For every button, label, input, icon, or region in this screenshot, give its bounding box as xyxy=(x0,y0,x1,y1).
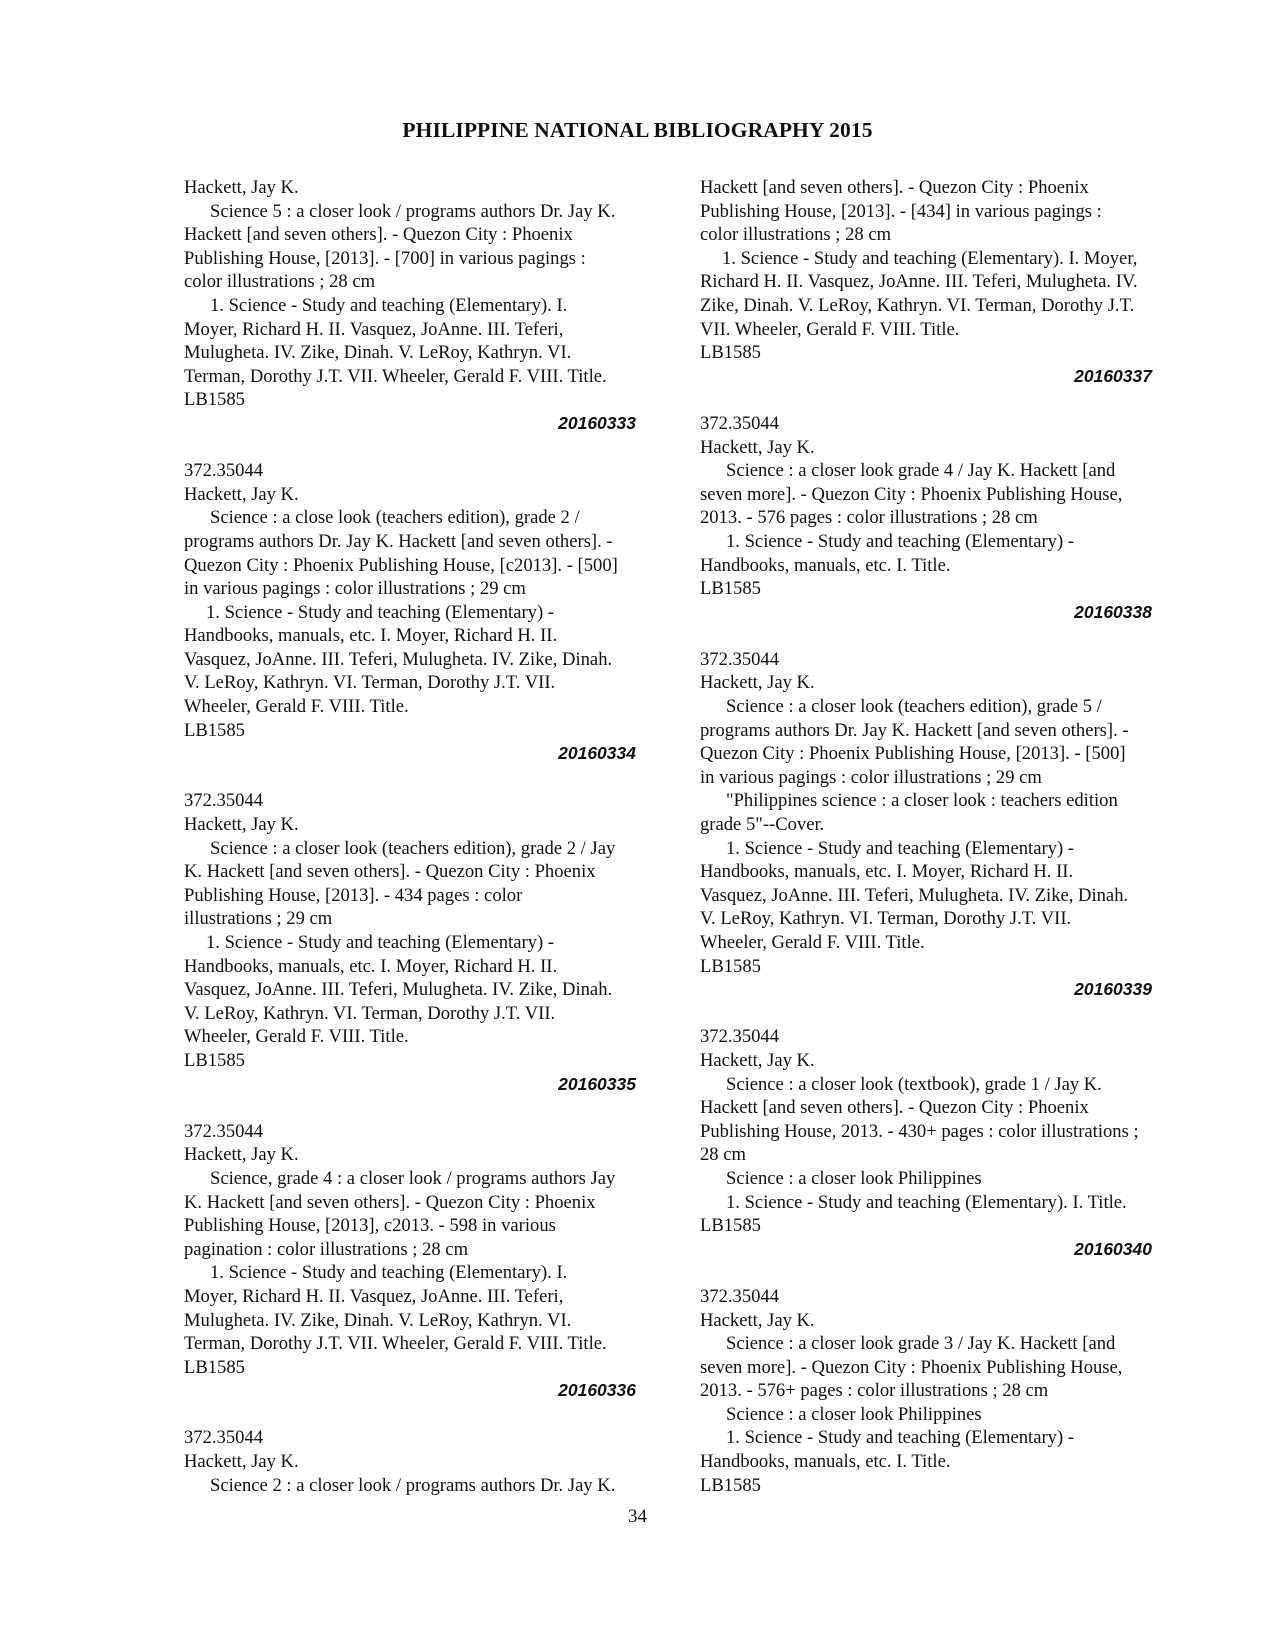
entry-line: Vasquez, JoAnne. III. Teferi, Mulugheta. IV. Zike, Dinah. xyxy=(700,884,1129,906)
record-number: 20160336 xyxy=(558,1380,636,1401)
entry-line: Moyer, Richard H. II. Vasquez, JoAnne. III. Teferi, xyxy=(184,318,564,340)
entry-line: LB1585 xyxy=(700,578,761,600)
entry-line: LB1585 xyxy=(184,1356,245,1378)
entry-line: K. Hackett [and seven others]. - Quezon City : Phoenix xyxy=(184,861,596,883)
entry-line: LB1585 xyxy=(184,1049,245,1071)
entry-line: Science : a closer look Philippines xyxy=(726,1403,982,1425)
entry-line: Hackett, Jay K. xyxy=(184,177,299,198)
entry-line: Mulugheta. IV. Zike, Dinah. V. LeRoy, Kathryn. VI. xyxy=(184,1309,572,1331)
entry-line: 1. Science - Study and teaching (Elementary) - xyxy=(726,1427,1074,1449)
entry-line: Science : a closer look (teachers edition), grade 5 / xyxy=(726,696,1102,718)
entry-line: color illustrations ; 28 cm xyxy=(184,271,376,293)
record-number: 20160340 xyxy=(1074,1238,1152,1259)
page-number: 34 xyxy=(628,1506,647,1527)
entry-line: 372.35044 xyxy=(184,1427,264,1449)
entry-line: Richard H. II. Vasquez, JoAnne. III. Teferi, Mulugheta. IV. xyxy=(700,271,1138,293)
record-number: 20160337 xyxy=(1074,365,1152,386)
record-number: 20160339 xyxy=(1074,979,1152,1000)
entry-line: Hackett, Jay K. xyxy=(184,483,299,505)
entry-line: 1. Science - Study and teaching (Elementary) - xyxy=(206,932,554,953)
bibliography-entry xyxy=(184,459,664,766)
bibliography-entry xyxy=(184,1426,664,1497)
entry-line: Handbooks, manuals, etc. I. Title. xyxy=(700,554,951,576)
entry-line: pagination : color illustrations ; 28 cm xyxy=(184,1238,469,1260)
entry-line: Science 2 : a closer look / programs authors Dr. Jay K. xyxy=(210,1474,616,1496)
entry-line: Science : a closer look Philippines xyxy=(726,1167,982,1189)
entry-line: Handbooks, manuals, etc. I. Moyer, Richard H. II. xyxy=(700,861,1074,883)
entry-line: Vasquez, JoAnne. III. Teferi, Mulugheta. IV. Zike, Dinah. xyxy=(184,979,613,1001)
entry-line: Wheeler, Gerald F. VIII. Title. xyxy=(184,696,409,718)
entry-line: 372.35044 xyxy=(700,1285,780,1307)
bibliography-entry xyxy=(700,1025,1200,1261)
entry-line: 2013. - 576+ pages : color illustrations ; 28 cm xyxy=(700,1380,1049,1402)
entry-line: 372.35044 xyxy=(184,460,264,482)
entry-line: V. LeRoy, Kathryn. VI. Terman, Dorothy J.T. VII. xyxy=(184,672,556,694)
page-title: PHILIPPINE NATIONAL BIBLIOGRAPHY 2015 xyxy=(402,118,873,142)
entry-line: Publishing House, [2013]. - [434] in various pagings : xyxy=(700,200,1102,222)
entry-line: seven more]. - Quezon City : Phoenix Publishing House, xyxy=(700,483,1123,505)
entry-line: 372.35044 xyxy=(184,1120,264,1142)
record-number: 20160335 xyxy=(558,1073,636,1094)
entry-line: Hackett, Jay K. xyxy=(184,814,299,836)
entry-line: programs authors Dr. Jay K. Hackett [and seven others]. - xyxy=(184,530,613,552)
entry-line: 1. Science - Study and teaching (Elementary). I. Title. xyxy=(726,1191,1127,1213)
bibliography-entry xyxy=(184,1120,664,1403)
entry-line: Hackett [and seven others]. - Quezon City : Phoenix xyxy=(700,177,1089,198)
entry-line: Science : a closer look grade 3 / Jay K. Hackett [and xyxy=(726,1333,1116,1355)
entry-line: Publishing House, [2013]. - [700] in various pagings : xyxy=(184,247,586,269)
entry-line: LB1585 xyxy=(700,1474,761,1496)
entry-line: illustrations ; 29 cm xyxy=(184,908,333,930)
entry-line: Science : a closer look grade 4 / Jay K. Hackett [and xyxy=(726,460,1116,482)
entry-line: 372.35044 xyxy=(700,648,780,670)
entry-line: Hackett, Jay K. xyxy=(184,1144,299,1166)
bibliography-entry xyxy=(184,176,664,436)
entry-line: 372.35044 xyxy=(700,1026,780,1048)
entry-line: Science : a closer look (teachers edition), grade 2 / Jay xyxy=(210,837,616,859)
entry-line: in various pagings : color illustrations ; 29 cm xyxy=(700,766,1042,788)
entry-line: 28 cm xyxy=(700,1144,746,1166)
entry-line: Science, grade 4 : a closer look / programs authors Jay xyxy=(210,1167,616,1189)
entry-line: 1. Science - Study and teaching (Elementary). I. xyxy=(210,1262,568,1284)
entry-line: Hackett, Jay K. xyxy=(700,1309,815,1331)
entry-line: Hackett, Jay K. xyxy=(700,436,815,458)
entry-line: Handbooks, manuals, etc. I. Moyer, Richard H. II. xyxy=(184,625,558,647)
entry-line: Publishing House, 2013. - 430+ pages : color illustrations ; xyxy=(700,1120,1139,1142)
entry-line: Hackett [and seven others]. - Quezon City : Phoenix xyxy=(184,224,573,246)
entry-line: in various pagings : color illustrations ; 29 cm xyxy=(184,578,526,600)
entry-line: "Philippines science : a closer look : teachers edition xyxy=(726,790,1118,812)
entry-line: Wheeler, Gerald F. VIII. Title. xyxy=(184,1026,409,1048)
right-column xyxy=(700,176,1200,1497)
entry-line: 2013. - 576 pages : color illustrations ; 28 cm xyxy=(700,507,1038,529)
entry-line: Science : a closer look (textbook), grade 1 / Jay K. xyxy=(726,1073,1102,1095)
entry-line: Quezon City : Phoenix Publishing House, [c2013]. - [500] xyxy=(184,554,618,576)
entry-line: 372.35044 xyxy=(184,790,264,812)
entry-line: 1. Science - Study and teaching (Elementary). I. Moyer, xyxy=(722,247,1138,269)
entry-line: LB1585 xyxy=(700,955,761,977)
bibliography-entry xyxy=(184,789,664,1096)
entry-line: programs authors Dr. Jay K. Hackett [and seven others]. - xyxy=(700,719,1129,741)
entry-line: Hackett, Jay K. xyxy=(700,1049,815,1071)
entry-line: 372.35044 xyxy=(700,412,780,434)
record-number: 20160333 xyxy=(558,412,636,433)
entry-line: Handbooks, manuals, etc. I. Moyer, Richard H. II. xyxy=(184,955,558,977)
entry-line: Publishing House, [2013], c2013. - 598 in various xyxy=(184,1215,556,1237)
entry-line: Hackett, Jay K. xyxy=(184,1451,299,1473)
entry-line: 1. Science - Study and teaching (Elementary) - xyxy=(726,837,1074,859)
entry-line: Vasquez, JoAnne. III. Teferi, Mulugheta. IV. Zike, Dinah. xyxy=(184,648,613,670)
entry-line: LB1585 xyxy=(184,719,245,741)
entry-line: LB1585 xyxy=(700,1215,761,1237)
entry-line: 1. Science - Study and teaching (Elementary) - xyxy=(726,530,1074,552)
entry-line: LB1585 xyxy=(700,342,761,364)
bibliography-entry xyxy=(700,176,1200,388)
bibliography-entry xyxy=(700,1285,1200,1497)
record-number: 20160334 xyxy=(558,743,636,764)
entry-line: Moyer, Richard H. II. Vasquez, JoAnne. III. Teferi, xyxy=(184,1285,564,1307)
entry-line: Hackett [and seven others]. - Quezon City : Phoenix xyxy=(700,1097,1089,1119)
entry-line: Terman, Dorothy J.T. VII. Wheeler, Gerald F. VIII. Title. xyxy=(184,365,607,387)
entry-line: grade 5"--Cover. xyxy=(700,814,825,836)
entry-line: VII. Wheeler, Gerald F. VIII. Title. xyxy=(700,318,960,340)
entry-line: 1. Science - Study and teaching (Elementary) - xyxy=(206,601,554,623)
left-column xyxy=(184,176,664,1497)
bibliography-entry xyxy=(700,648,1200,1002)
entry-line: V. LeRoy, Kathryn. VI. Terman, Dorothy J.T. VII. xyxy=(700,908,1072,930)
entry-line: Wheeler, Gerald F. VIII. Title. xyxy=(700,932,925,953)
entry-line: Quezon City : Phoenix Publishing House, [2013]. - [500] xyxy=(700,743,1126,765)
entry-line: 1. Science - Study and teaching (Elementary). I. xyxy=(210,294,568,316)
entry-line: Handbooks, manuals, etc. I. Title. xyxy=(700,1451,951,1473)
entry-line: V. LeRoy, Kathryn. VI. Terman, Dorothy J.T. VII. xyxy=(184,1002,556,1024)
entry-line: Zike, Dinah. V. LeRoy, Kathryn. VI. Terman, Dorothy J.T. xyxy=(700,294,1135,316)
entry-line: Mulugheta. IV. Zike, Dinah. V. LeRoy, Kathryn. VI. xyxy=(184,342,572,364)
entry-line: Hackett, Jay K. xyxy=(700,672,815,694)
entry-line: LB1585 xyxy=(184,389,245,411)
entry-line: seven more]. - Quezon City : Phoenix Publishing House, xyxy=(700,1356,1123,1378)
entry-line: Publishing House, [2013]. - 434 pages : color xyxy=(184,884,523,906)
entry-line: K. Hackett [and seven others]. - Quezon City : Phoenix xyxy=(184,1191,596,1213)
record-number: 20160338 xyxy=(1074,601,1152,622)
bibliography-entry xyxy=(700,412,1200,624)
entry-line: Science 5 : a closer look / programs authors Dr. Jay K. xyxy=(210,200,616,222)
entry-line: Science : a close look (teachers edition), grade 2 / xyxy=(210,507,580,529)
entry-line: color illustrations ; 28 cm xyxy=(700,224,892,246)
entry-line: Terman, Dorothy J.T. VII. Wheeler, Gerald F. VIII. Title. xyxy=(184,1333,607,1355)
